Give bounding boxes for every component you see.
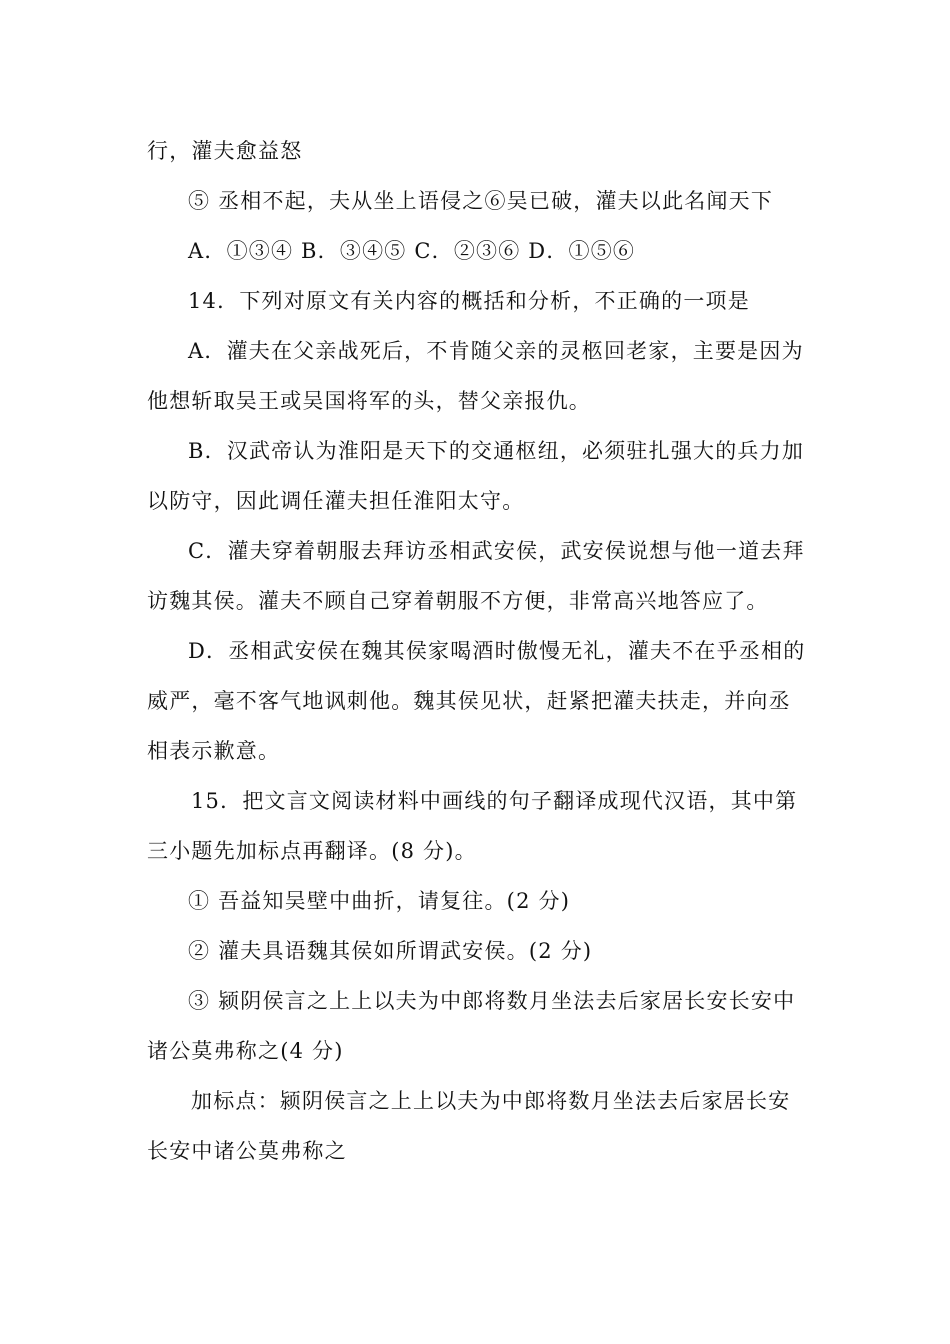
option-d-line-2: 威严，毫不客气地讽刺他。魏其侯见状，赶紧把灌夫扶走，并向丞 <box>147 689 791 713</box>
option-c-line-2: 访魏其侯。灌夫不顾自己穿着朝服不方便，非常高兴地答应了。 <box>147 589 769 613</box>
translation-item-1: ① 吾益知吴壁中曲折，请复往。(2 分) <box>188 889 571 913</box>
question-15-heading-cont: 三小题先加标点再翻译。(8 分)。 <box>147 839 477 863</box>
question-15-heading: 15．把文言文阅读材料中画线的句子翻译成现代汉语，其中第 <box>191 789 798 813</box>
option-b-line-2: 以防守，因此调任灌夫担任淮阳太守。 <box>147 489 525 513</box>
option-b-line-1: B．汉武帝认为淮阳是天下的交通枢纽，必须驻扎强大的兵力加 <box>188 439 805 463</box>
option-a-line-1: A．灌夫在父亲战死后，不肯随父亲的灵柩回老家，主要是因为 <box>188 339 804 363</box>
translation-item-2: ② 灌夫具语魏其侯如所谓武安侯。(2 分) <box>188 939 593 963</box>
answer-options-line: A．①③④ B．③④⑤ C．②③⑥ D．①⑤⑥ <box>188 239 636 263</box>
translation-item-3: ③ 颍阴侯言之上上以夫为中郎将数月坐法去后家居长安长安中 <box>188 989 796 1013</box>
punctuation-task-cont: 长安中诸公莫弗称之 <box>147 1139 347 1163</box>
option-d-line-3: 相表示歉意。 <box>147 739 281 763</box>
text-line: 行，灌夫愈益怒 <box>147 139 303 163</box>
text-line: ⑤ 丞相不起，夫从坐上语侵之⑥吴已破，灌夫以此名闻天下 <box>188 189 774 213</box>
translation-item-3-cont: 诸公莫弗称之(4 分) <box>147 1039 344 1063</box>
question-14-heading: 14．下列对原文有关内容的概括和分析，不正确的一项是 <box>188 289 750 313</box>
option-d-line-1: D．丞相武安侯在魏其侯家喝酒时傲慢无礼，灌夫不在乎丞相的 <box>188 639 806 663</box>
option-a-line-2: 他想斩取吴王或吴国将军的头，替父亲报仇。 <box>147 389 591 413</box>
option-c-line-1: C．灌夫穿着朝服去拜访丞相武安侯，武安侯说想与他一道去拜 <box>188 539 805 563</box>
punctuation-task: 加标点：颍阴侯言之上上以夫为中郎将数月坐法去后家居长安 <box>191 1089 791 1113</box>
